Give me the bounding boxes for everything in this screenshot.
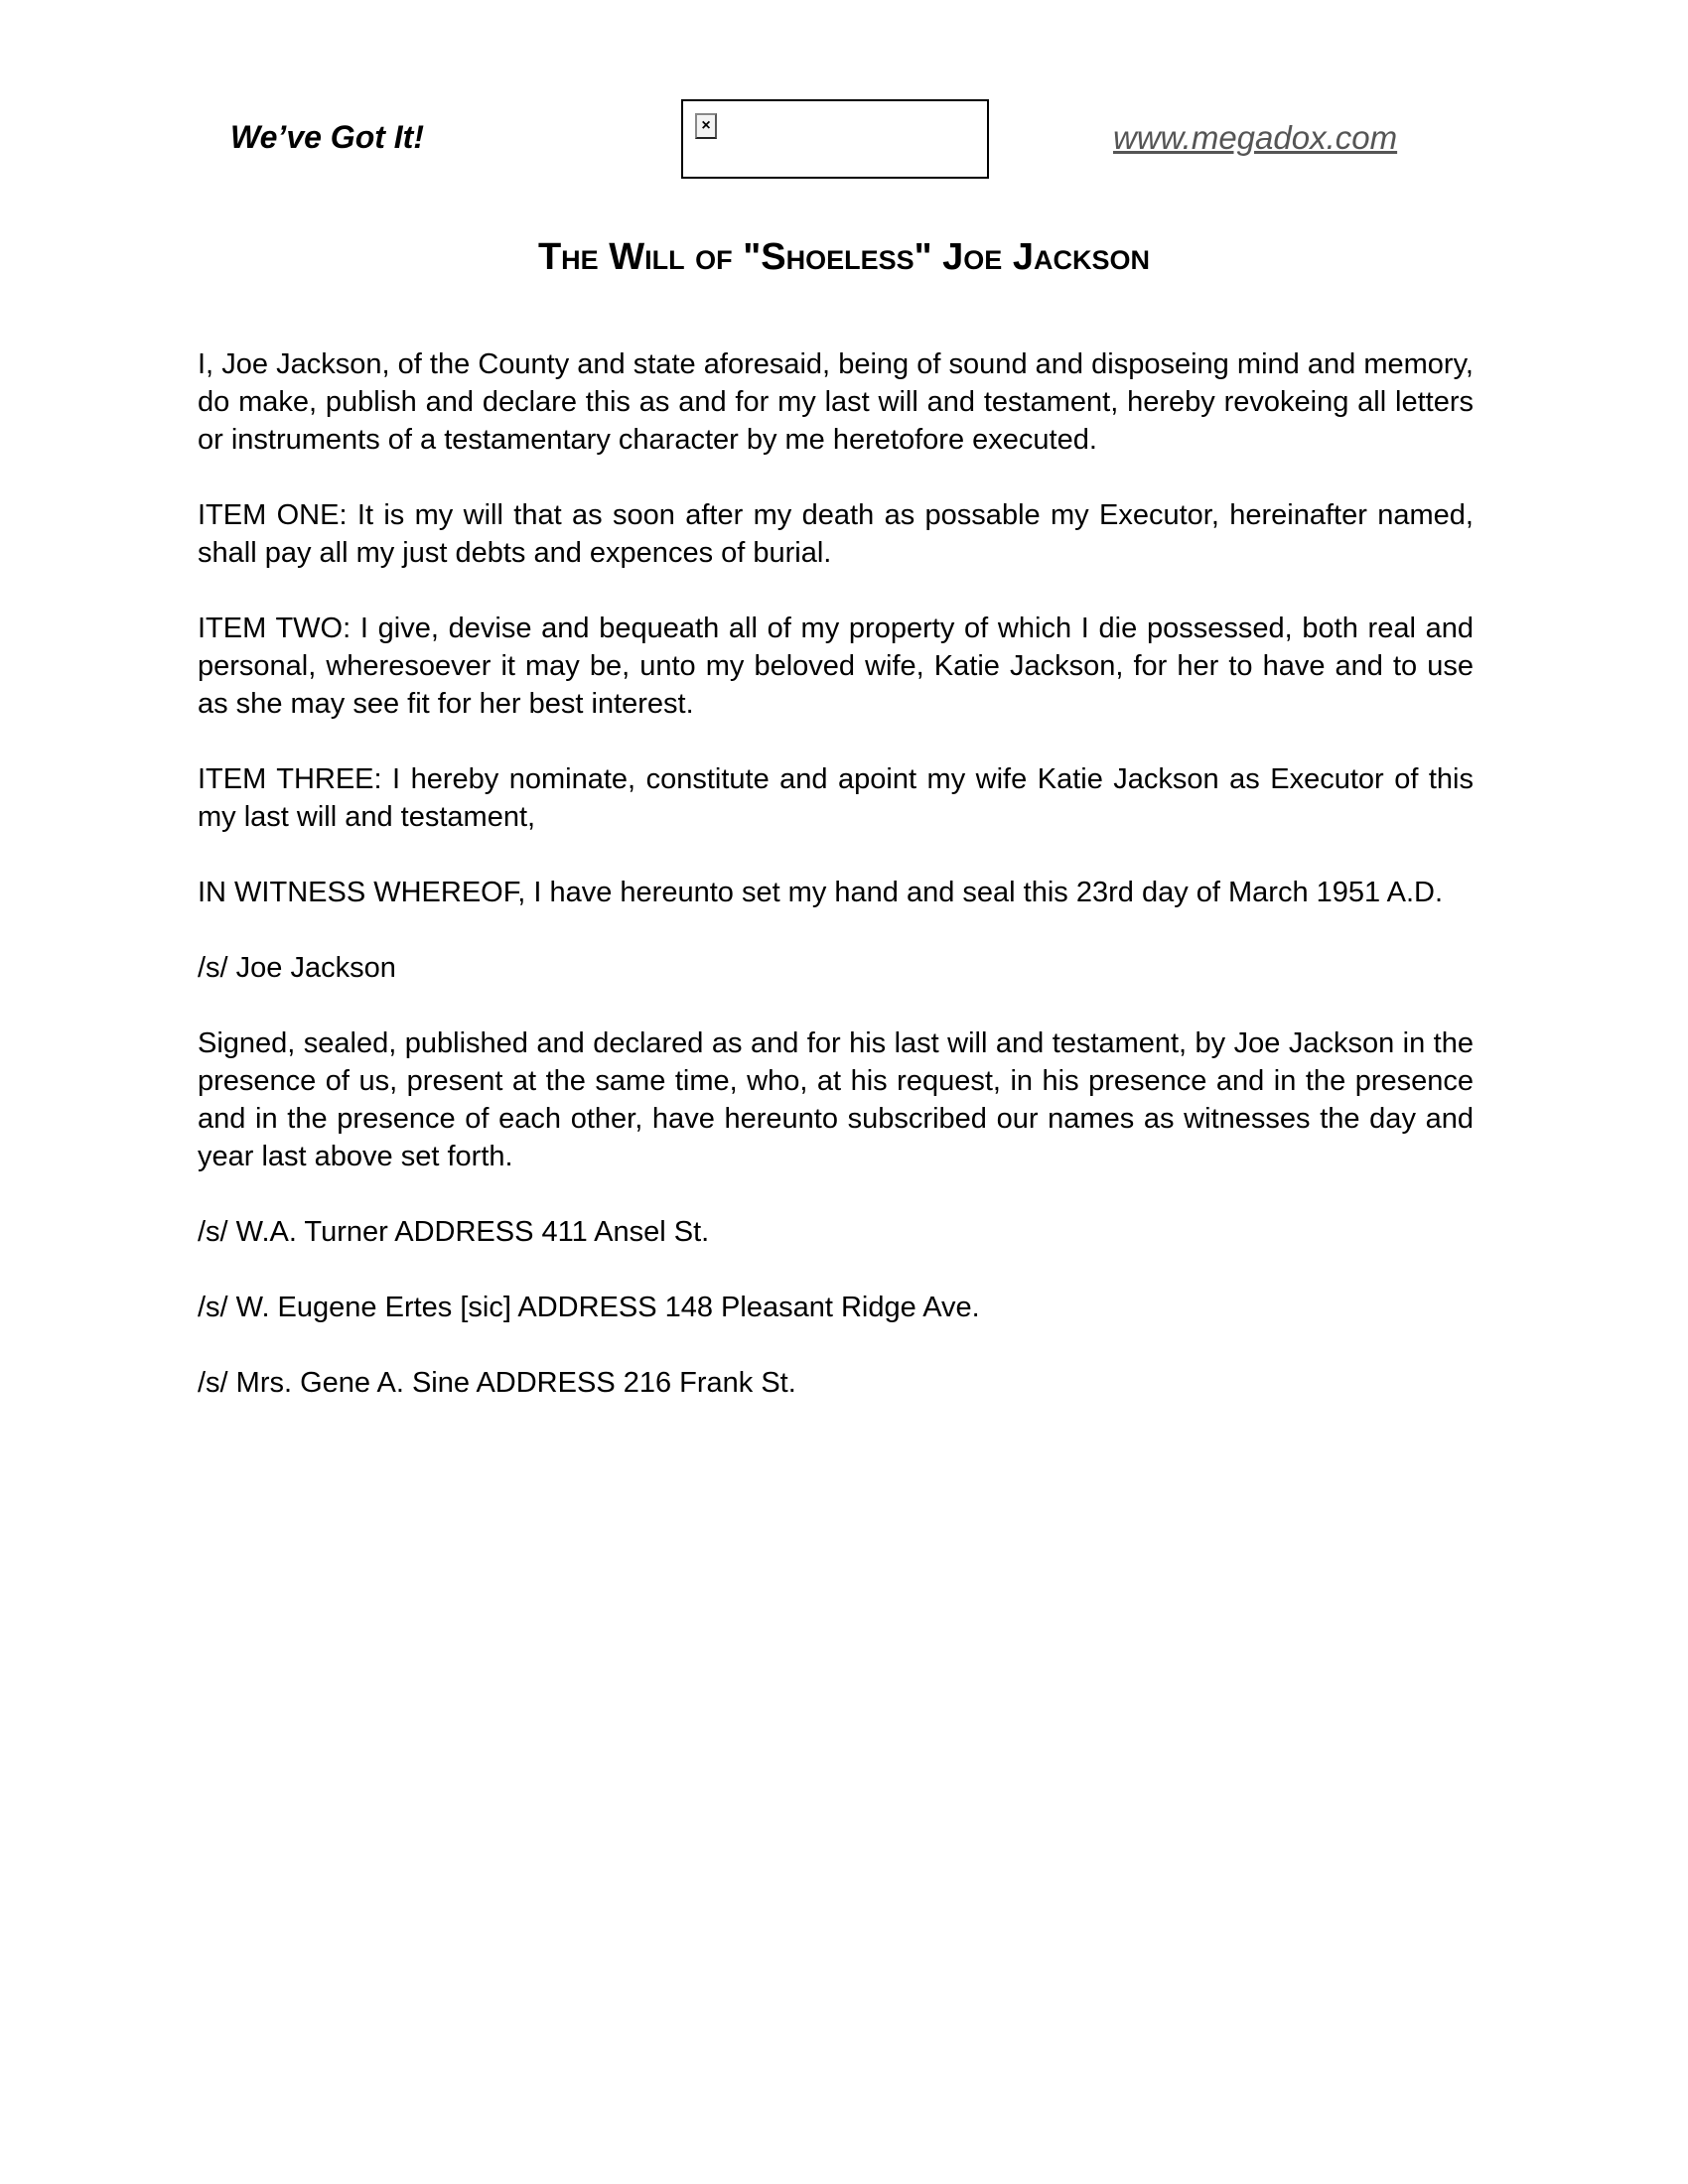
witness-signature: /s/ W.A. Turner ADDRESS 411 Ansel St. [198,1216,710,1248]
logo-image-placeholder [681,99,989,179]
item-three-paragraph: ITEM THREE: I hereby nominate, constitute and apoint my wife Katie Jackson as Executor of this my last will and testament, [198,763,1474,833]
document-body [198,345,1474,1439]
tagline: We’ve Got It! [230,119,424,155]
item-two-paragraph: ITEM TWO: I give, devise and bequeath all of my property of which I die possessed, both real and personal, wheresoever it may be, unto my beloved wife, Katie Jackson, for her to have and to use as she may see fit for her best interest. [198,613,1474,720]
testator-signature: /s/ Joe Jackson [198,952,396,984]
witness-clause: IN WITNESS WHEREOF, I have hereunto set my hand and seal this 23rd day of March 1951 A.D. [198,877,1444,908]
witness-signature: /s/ W. Eugene Ertes [sic] ADDRESS 148 Pleasant Ridge Ave. [198,1292,980,1323]
witness-signature: /s/ Mrs. Gene A. Sine ADDRESS 216 Frank St. [198,1367,796,1399]
website-link[interactable]: www.megadox.com [1113,119,1398,156]
document-title: The Will of "Shoeless" Joe Jackson [537,236,1151,278]
item-one-paragraph: ITEM ONE: It is my will that as soon after my death as possable my Executor, hereinafter named, shall pay all my just debts and expences of burial. [198,499,1474,569]
intro-paragraph: I, Joe Jackson, of the County and state aforesaid, being of sound and disposeing mind and memory, do make, publish and declare this as and for my last will and testament, hereby revokeing all letters or instruments of a testamentary character by me heretofore executed. [198,348,1474,456]
attestation-paragraph: Signed, sealed, published and declared as and for his last will and testament, by Joe Jackson in the presence of us, present at the same time, who, at his request, in his presence and in the presence and in the presence of each other, have hereunto subscribed our names as witnesses the day and year last above set forth. [198,1027,1474,1172]
broken-image-icon: × [695,113,717,139]
